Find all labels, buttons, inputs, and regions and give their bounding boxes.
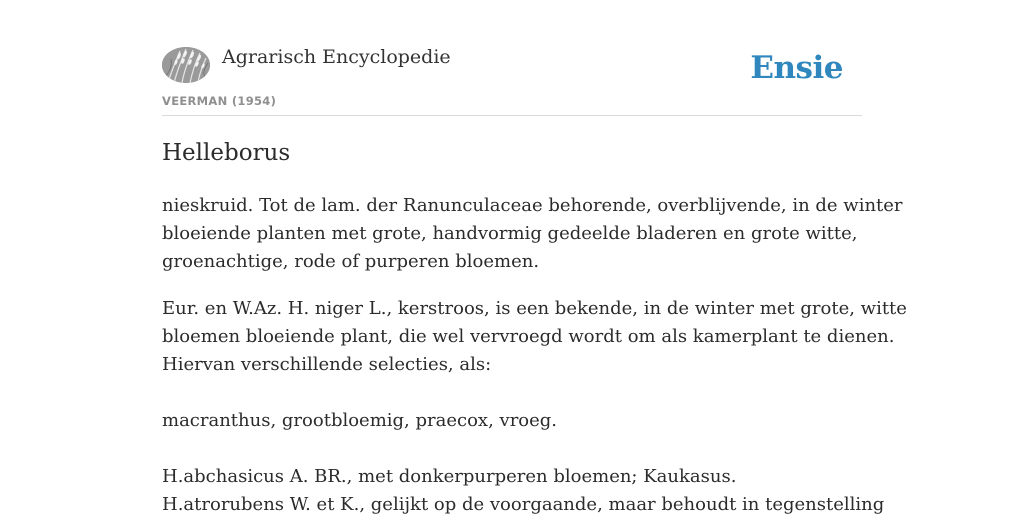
headword-title: Helleborus [162,140,291,166]
brand-logo[interactable]: Ensie [750,50,843,86]
paragraph-line: macranthus, grootbloemig, praecox, vroeg. [162,410,558,431]
article-paragraph [162,295,907,379]
wheat-ears-icon[interactable] [162,47,210,83]
paragraph-line: H.atrorubens W. et K., gelijkt op de voorgaande, maar behoudt in tegenstelling [162,494,885,515]
source-header [162,0,862,116]
article-paragraph [162,463,885,519]
wheat-ears-icon-graphic [162,47,210,83]
article-body [162,192,907,519]
paragraph-line: Eur. en W.Az. H. niger L., kerstroos, is een bekende, in de winter met grote, witte [162,298,907,319]
paragraph-line: Hiervan verschillende selecties, als: [162,354,492,375]
paragraph-line: H.abchasicus A. BR., met donkerpurperen bloemen; Kaukasus. [162,466,737,487]
paragraph-line: bloeiende planten met grote, handvormig gedeelde bladeren en grote witte, [162,223,858,244]
paragraph-line: nieskruid. Tot de lam. der Ranunculaceae behorende, overblijvende, in de winter [162,195,903,216]
article-paragraph [162,407,862,435]
source-author-year: VEERMAN (1954) [162,94,277,108]
paragraph-line: bloemen bloeiende plant, die wel vervroegd wordt om als kamerplant te dienen. [162,326,895,347]
page [162,0,907,515]
article-paragraph [162,192,903,276]
source-title[interactable]: Agrarisch Encyclopedie [222,46,451,68]
paragraph-line: groenachtige, rode of purperen bloemen. [162,251,540,272]
